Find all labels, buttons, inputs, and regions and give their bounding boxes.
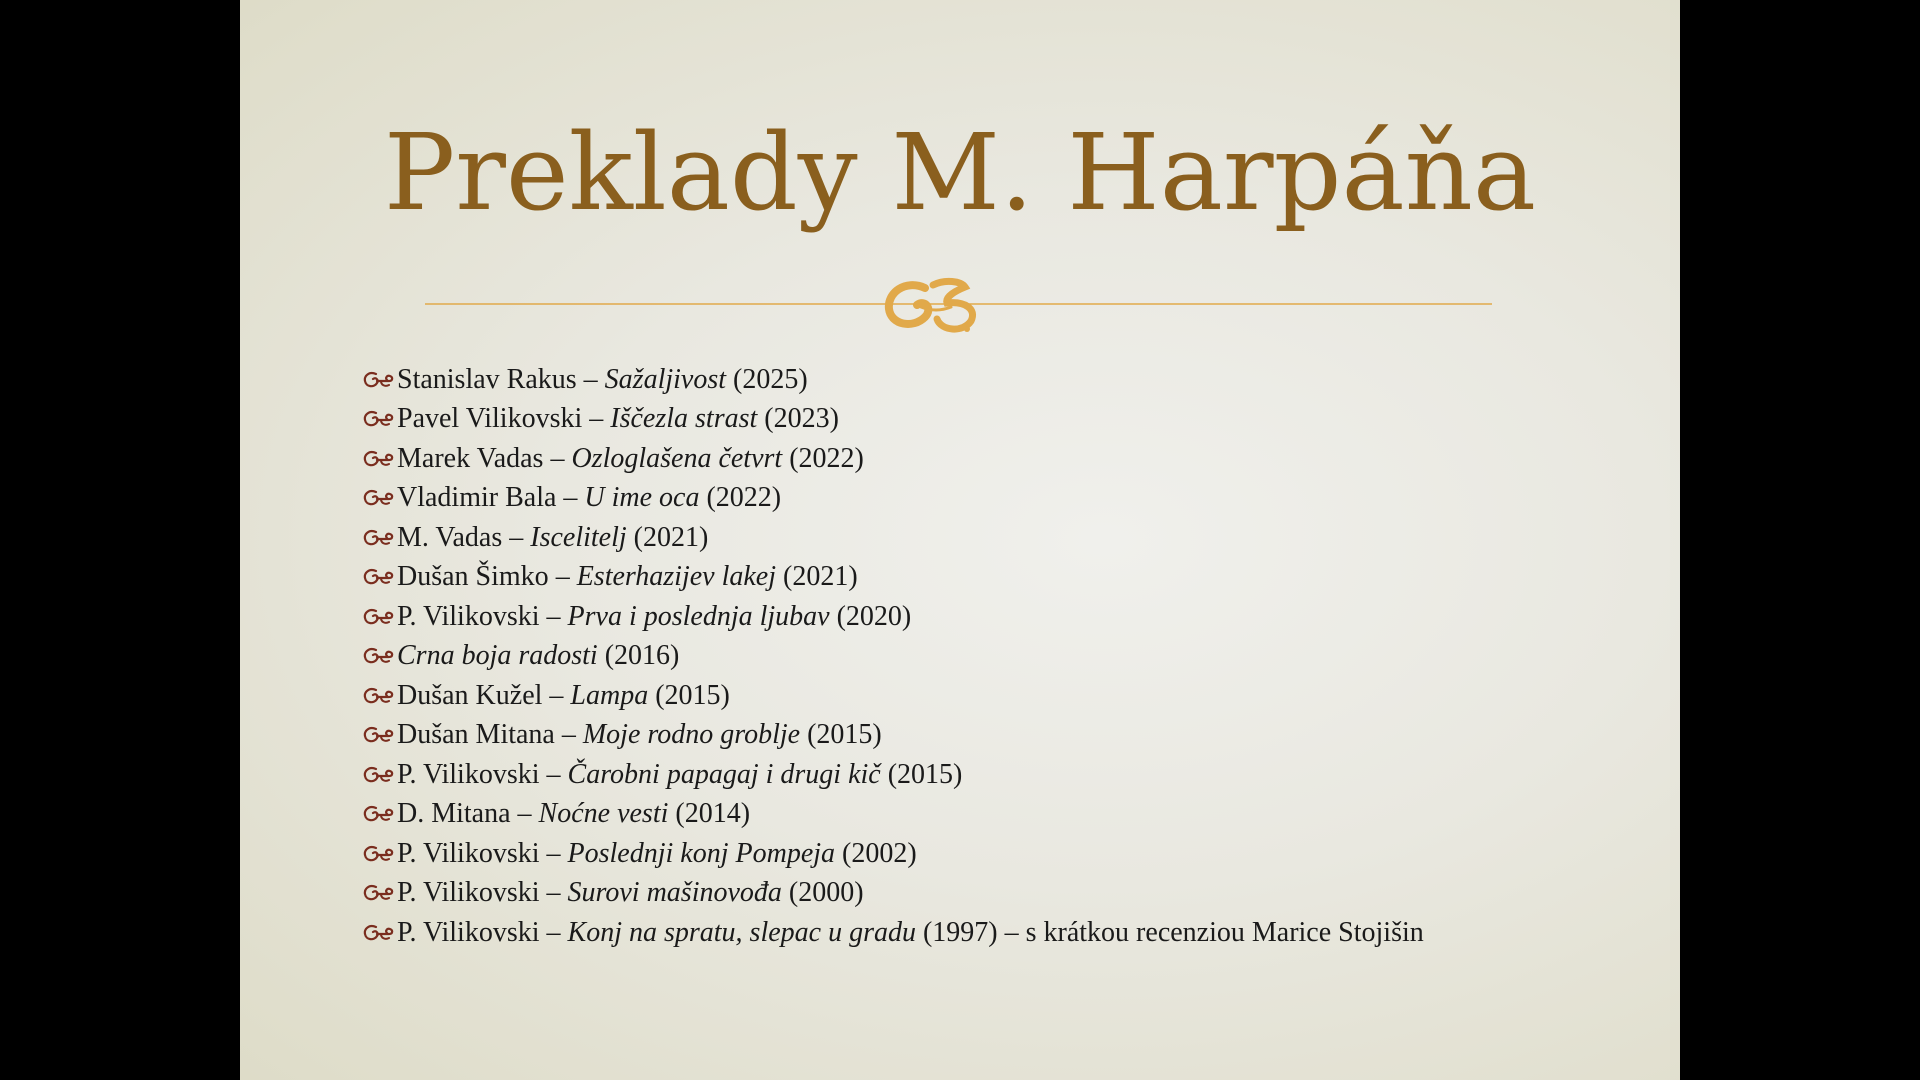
separator: – (502, 521, 531, 553)
author: Dušan Mitana (397, 719, 555, 751)
work-title: Moje rodno groblje (582, 719, 801, 751)
ornamental-bullet-icon (363, 686, 395, 706)
separator: – (539, 758, 568, 790)
translation-list (363, 360, 1424, 953)
translation-item (363, 400, 1424, 440)
translation-item (363, 795, 1424, 835)
author: D. Mitana (397, 798, 511, 830)
work-title: Esterhazijev lakej (576, 561, 777, 593)
separator: – (543, 442, 572, 474)
year-note: (2000) (781, 877, 864, 909)
translation-item (363, 597, 1424, 637)
year-note: (2025) (726, 363, 808, 395)
author: Dušan Šimko (397, 561, 549, 593)
year-note: (2015) (800, 719, 882, 751)
ornament-divider (425, 271, 1492, 339)
year-note: (1997) – s krátkou recenziou Marice Stojišin (915, 916, 1424, 948)
translation-item (363, 637, 1424, 677)
year-note: (2022) (699, 482, 782, 514)
ornamental-bullet-icon (363, 607, 395, 627)
separator: – (576, 363, 605, 395)
separator: – (542, 679, 571, 711)
ornamental-bullet-icon (363, 923, 395, 943)
separator: – (554, 719, 583, 751)
ornamental-bullet-icon (363, 844, 395, 864)
ornamental-bullet-icon (363, 567, 395, 587)
translation-item (363, 834, 1424, 874)
work-title: Prva i poslednja ljubav (567, 600, 830, 632)
work-title: U ime oca (584, 482, 700, 514)
author: Vladimir Bala (397, 482, 557, 514)
separator: – (556, 482, 585, 514)
ornamental-bullet-icon (363, 528, 395, 548)
translation-item (363, 439, 1424, 479)
year-note: (2002) (835, 837, 917, 869)
translation-item (363, 755, 1424, 795)
year-note: (2015) (648, 679, 730, 711)
translation-item (363, 479, 1424, 519)
work-title: Crna boja radosti (397, 640, 598, 672)
translation-item (363, 676, 1424, 716)
separator: – (539, 837, 568, 869)
author: P. Vilikovski (397, 877, 540, 909)
work-title: Iscelitelj (530, 521, 627, 553)
ornamental-bullet-icon (363, 804, 395, 824)
separator: – (548, 561, 577, 593)
author: M. Vadas (397, 521, 503, 553)
author: P. Vilikovski (397, 916, 540, 948)
year-note: (2015) (880, 758, 963, 790)
separator: – (539, 600, 568, 632)
slide (240, 0, 1680, 1080)
work-title: Poslednji konj Pompeja (567, 837, 836, 869)
ornamental-bullet-icon (363, 765, 395, 785)
translation-item (363, 558, 1424, 598)
ornamental-bullet-icon (363, 646, 395, 666)
work-title: Iščezla strast (610, 403, 758, 435)
author: P. Vilikovski (397, 758, 540, 790)
work-title: Sažaljivost (604, 363, 727, 395)
work-title: Noćne vesti (538, 798, 669, 830)
ornamental-bullet-icon (363, 449, 395, 469)
ornamental-bullet-icon (363, 883, 395, 903)
ornamental-bullet-icon (363, 725, 395, 745)
year-note: (2020) (829, 600, 912, 632)
work-title: Surovi mašinovođa (567, 877, 782, 909)
ornament-icon (889, 281, 973, 332)
author: Marek Vadas (397, 442, 544, 474)
author: P. Vilikovski (397, 837, 540, 869)
translation-item (363, 360, 1424, 400)
translation-item (363, 874, 1424, 914)
separator: – (539, 916, 568, 948)
author: P. Vilikovski (397, 600, 540, 632)
author: Dušan Kužel (397, 679, 543, 711)
work-title: Čarobni papagaj i drugi kič (567, 758, 881, 790)
work-title: Konj na spratu, slepac u gradu (567, 916, 916, 948)
separator: – (510, 798, 539, 830)
work-title: Lampa (570, 679, 649, 711)
year-note: (2021) (626, 521, 709, 553)
author: Pavel Vilikovski (397, 403, 583, 435)
translation-item (363, 913, 1424, 953)
year-note: (2023) (757, 403, 839, 435)
year-note: (2016) (597, 640, 680, 672)
separator: – (582, 403, 611, 435)
ornamental-bullet-icon (363, 488, 395, 508)
slide-title: Preklady M. Harpáňa (383, 111, 1537, 234)
year-note: (2021) (776, 561, 858, 593)
separator: – (539, 877, 568, 909)
year-note: (2014) (668, 798, 751, 830)
ornamental-bullet-icon (363, 409, 395, 429)
author: Stanislav Rakus (397, 363, 577, 395)
year-note: (2022) (782, 442, 864, 474)
translation-item (363, 518, 1424, 558)
translation-item (363, 716, 1424, 756)
work-title: Ozloglašena četvrt (571, 442, 783, 474)
ornamental-bullet-icon (363, 370, 395, 390)
